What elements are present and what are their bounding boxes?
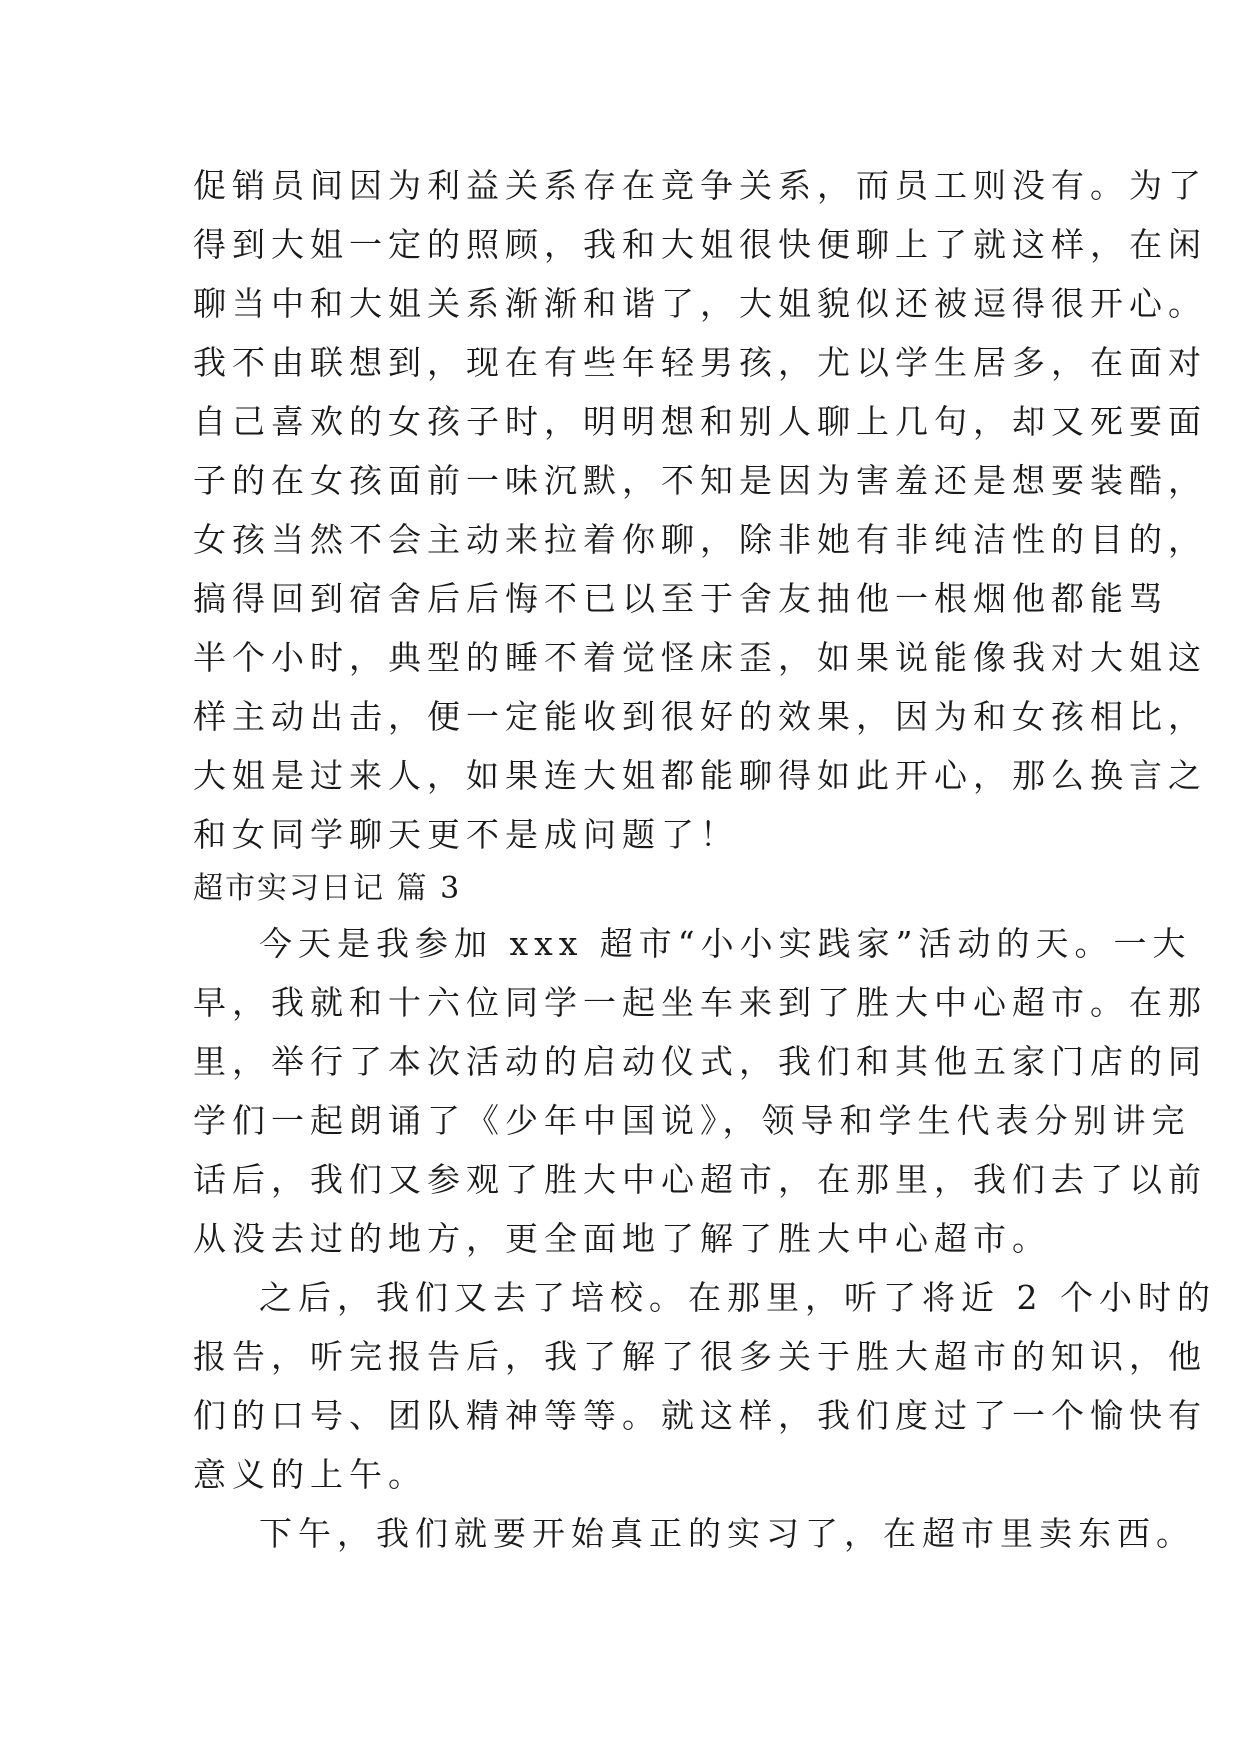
text-line: 里，举行了本次活动的启动仪式，我们和其他五家门店的同 xyxy=(193,1042,1207,1081)
text-line: 样主动出击，便一定能收到很好的效果，因为和女孩相比， xyxy=(193,697,1207,736)
document-body xyxy=(193,156,1216,1563)
paragraph-3 xyxy=(193,1504,1195,1563)
text-line: 下午，我们就要开始真正的实习了，在超市里卖东西。 xyxy=(259,1514,1195,1553)
text-line: 促销员间因为利益关系存在竞争关系，而员工则没有。为了 xyxy=(193,166,1207,205)
text-line: 得到大姐一定的照顾，我和大姐很快便聊上了就这样，在闲 xyxy=(193,225,1207,264)
text-line: 意义的上午。 xyxy=(193,1455,427,1494)
text-line: 学们一起朗诵了《少年中国说》，领导和学生代表分别讲完 xyxy=(193,1101,1191,1140)
text-line: 从没去过的地方，更全面地了解了胜大中心超市。 xyxy=(193,1219,1051,1258)
text-line: 今天是我参加 xxx 超市“小小实践家”活动的天。一大 xyxy=(259,924,1192,963)
continued-paragraph xyxy=(193,156,1207,864)
text-line: 报告，听完报告后，我了解了很多关于胜大超市的知识，他 xyxy=(193,1337,1207,1376)
text-line: 话后，我们又参观了胜大中心超市，在那里，我们去了以前 xyxy=(193,1160,1207,1199)
paragraph-1 xyxy=(193,914,1207,1268)
text-line: 搞得回到宿舍后后悔不已以至于舍友抽他一根烟他都能骂 xyxy=(193,579,1168,618)
text-line: 半个小时，典型的睡不着觉怪床歪，如果说能像我对大姐这 xyxy=(193,638,1207,677)
section-heading: 超市实习日记 篇 3 xyxy=(193,871,462,906)
text-line: 之后，我们又去了培校。在那里，听了将近 2 个小时的 xyxy=(259,1278,1216,1317)
text-line: 自己喜欢的女孩子时，明明想和别人聊上几句，却又死要面 xyxy=(193,402,1207,441)
text-line: 早，我就和十六位同学一起坐车来到了胜大中心超市。在那 xyxy=(193,983,1207,1022)
text-line: 们的口号、团队精神等等。就这样，我们度过了一个愉快有 xyxy=(193,1396,1207,1435)
text-line: 大姐是过来人，如果连大姐都能聊得如此开心，那么换言之 xyxy=(193,756,1207,795)
text-line: 女孩当然不会主动来拉着你聊，除非她有非纯洁性的目的， xyxy=(193,520,1207,559)
paragraph-2 xyxy=(193,1268,1216,1504)
text-line: 子的在女孩面前一味沉默，不知是因为害羞还是想要装酷， xyxy=(193,461,1207,500)
text-line: 和女同学聊天更不是成问题了！ xyxy=(193,815,739,854)
text-line: 我不由联想到，现在有些年轻男孩，尤以学生居多，在面对 xyxy=(193,343,1207,382)
text-line: 聊当中和大姐关系渐渐和谐了，大姐貌似还被逗得很开心。 xyxy=(193,284,1207,323)
